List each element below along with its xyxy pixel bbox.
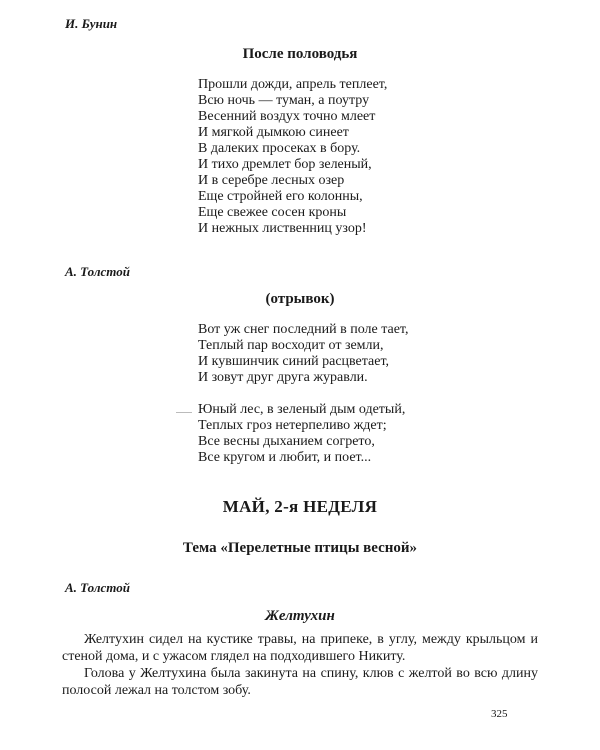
story-text [62, 631, 538, 699]
poem-line: Весенний воздух точно млеет [198, 109, 376, 124]
poem-tolstoy-stanza-2 [198, 402, 405, 466]
author-tolstoy-2: А. Толстой [65, 580, 130, 595]
poem-line: И мягкой дымкою синеет [198, 125, 349, 140]
theme-heading: Тема «Перелетные птицы весной» [182, 540, 418, 556]
poem-title-otryvok: (отрывок) [265, 291, 335, 307]
poem-line: И нежных лиственниц узор! [198, 221, 367, 236]
poem-line: Прошли дожди, апрель теплеет, [198, 77, 388, 92]
poem-line: Теплых гроз нетерпеливо ждет; [198, 418, 387, 433]
poem-line: Все кругом и любит, и поет... [198, 450, 372, 465]
author-tolstoy: А. Толстой [65, 264, 130, 279]
poem-line: Еще стройней его колонны, [198, 189, 363, 204]
poem-line: И в серебре лесных озер [198, 173, 345, 188]
poem-bunin [198, 77, 387, 237]
story-title-zheltukhin: Желтухин [265, 608, 335, 624]
poem-line: Юный лес, в зеленый дым одетый, [198, 402, 406, 417]
poem-line: Все весны дыханием согрето, [198, 434, 375, 449]
story-paragraph: Желтухин сидел на кустике травы, на припеке, в углу, между крыльцом и стеной дома, и с ужасом глядел на подходившего Никиту. [62, 632, 538, 664]
poem-line: И кувшинчик синий расцветает, [198, 354, 390, 369]
print-smudge [176, 412, 192, 413]
poem-line: Вот уж снег последний в поле тает, [198, 322, 409, 337]
poem-line: Еще свежее сосен кроны [198, 205, 347, 220]
poem-line: Теплый пар восходит от земли, [198, 338, 384, 353]
poem-line: Всю ночь — туман, а поутру [198, 93, 370, 108]
week-heading: МАЙ, 2-я НЕДЕЛЯ [222, 497, 378, 516]
page-number: 325 [491, 708, 508, 720]
poem-title-posle-polovodya: После половодья [242, 46, 358, 62]
poem-line: И зовут друг друга журавли. [198, 370, 368, 385]
author-bunin: И. Бунин [65, 16, 118, 31]
poem-tolstoy-stanza-1 [198, 322, 409, 386]
poem-line: И тихо дремлет бор зеленый, [198, 157, 372, 172]
poem-line: В далеких просеках в бору. [198, 141, 361, 156]
story-paragraph: Голова у Желтухина была закинута на спину, клюв с желтой во всю длину полосой лежал на толстом зобу. [62, 666, 538, 698]
